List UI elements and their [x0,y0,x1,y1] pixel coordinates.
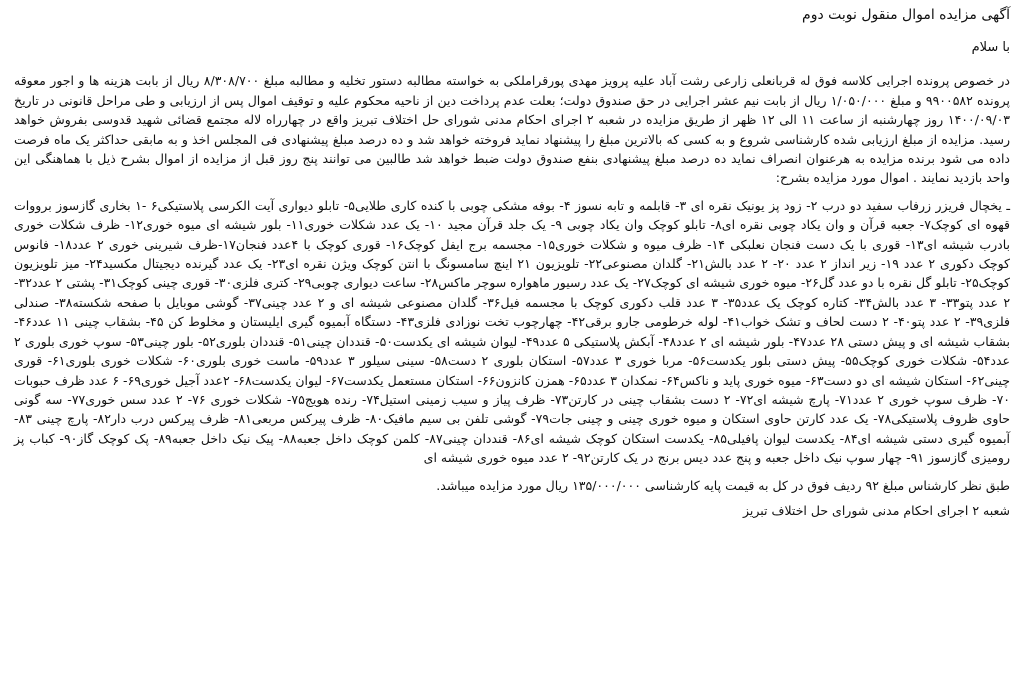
items-paragraph: ـ یخچال فریزر زرفاب سفید دو درب ۲- زود پز یونیک نقره ای ۳- قابلمه و تابه نسوز ۴- بوفه مشکی چوبی با کنده کاری طلایی۵- تابلو دیواری آیت الکرسی پلاستیکی۶ -۱ بخاری گازسوز برووات قهوه ای کوچک۷- جعبه قرآن و وان یکاد چوبی نقره ای۸- تابلو کوچک وان یکاد چوبی ۹- یک جلد قرآن مجید ۱۰- یک عدد شکلات خوری۱۱- بلور شیشه ای میوه خوری۱۲- ظرف شکلات خوری بادرب شیشه ای۱۳- قوری با یک دست فنجان نعلبکی ۱۴- ظرف میوه و شکلات خوری۱۵- مجسمه برج ایفل کوچک۱۶- قوری کوچک با ۴عدد فنجان۱۷-ظرف شیرینی خوری ۲ عدد۱۸- فانوس کوچک دکوری ۲ عدد ۱۹- زیر انداز ۲ عدد ۲۰- ۲ عدد بالش۲۱- گلدان مصنوعی۲۲- تلویزیون ۲۱ اینچ سامسونگ با انتن کوچک ویژن نقره ای۲۳- یک عدد گیرنده دیجیتال مکسید۲۴- میز تلویزیون کوچک۲۵- تابلو گل نقره با دو عدد گل۲۶- میوه خوری شیشه ای کوچک۲۷- یک عدد رسیور ماهواره سوچر ماکس۲۸- ساعت دیواری چوبی۲۹- کتری فلزی۳۰- قوری چینی کوچک۳۱- پشتی ۲ عدد۳۲- ۲ عدد پتو۳۳- ۳ عدد بالش۳۴- کتاره کوچک یک عدد۳۵- ۳ عدد قلب دکوری کوچک با مجسمه فیل۳۶- گلدان مصنوعی شیشه ای و ۲ عدد چینی۳۷- گوشی موبایل با صفحه شکسته۳۸- صندلی فلزی۳۹- ۲ عدد پتو۴۰- ۲ دست لحاف و تشک خواب۴۱- لوله خرطومی جارو برقی۴۲- چهارچوب تخت نوزادی فلزی۴۳- دستگاه آبمیوه گیری ایلیستان و مخلوط کن ۴۵- بشقاب چینی ۱۱ عدد۴۶- بشقاب شیشه ای و پیش دستی ۲۸ عدد۴۷- بلور شیشه ای ۲ عدد۴۸- آبکش پلاستیکی ۵ عدد۴۹- لیوان شیشه ای یکدست۵۰- قنددان چینی۵۱- قنددان بلوری۵۲- بلور چینی۵۳- سوپ خوری بلوری ۲ عدد۵۴- شکلات خوری کوچک۵۵- پیش دستی بلور یکدست۵۶- مربا خوری ۳ عدد۵۷- استکان بلوری ۲ دست۵۸- سینی سیلور ۳ عدد۵۹- ماست خوری بلوری۶۰- شکلات خوری بلوری۶۱- قوری چینی۶۲- استکان شیشه ای دو دست۶۳- میوه خوری پاید و ناکس۶۴- نمکدان ۳ عدد۶۵- همزن کانزون۶۶- استکان مستعمل یکدست۶۷- لیوان یکدست۶۸- ۲عدد آجیل خوری۶۹- ۶ عدد ظرف حبوبات ۷۰- ظرف سوپ خوری ۲ عدد۷۱- پارچ شیشه ای۷۲- ۲ دست بشقاب چینی در کارتن۷۳- ظرف پیاز و سیب زمینی استیل۷۴- رنده هویج۷۵- شکلات خوری ۷۶- ۲ عدد سس خوری۷۷- سه گونی حاوی ظروف پلاستیکی۷۸- یک عدد کارتن حاوی استکان و میوه خوری چینی و چینی جات۷۹- گوشی تلفن بی سیم مافیک۸۰- ظرف پیرکس مربعی۸۱- ظرف پیرکس درب دار۸۲- پارچ چینی ۸۳- آبمیوه گیری دستی شیشه ای۸۴- یکدست لیوان پافیلی۸۵- یکدست استکان کوچک شیشه ای۸۶- قنددان چینی۸۷- کلمن کوچک داخل جعبه۸۸- پیک نیک داخل جعبه۸۹- پک کوچک گاز۹۰- کباب پز رومیزی گازسوز ۹۱- چهار سوپ نیک داخل جعبه و پنج عدد دیس برنج در یک کارتن۹۲- ۲ عدد میوه خوری شیشه ای [14,197,1011,466]
signature-line: شعبه ۲ اجرای احکام مدنی شورای حل اختلاف تبریز [743,502,1010,518]
greeting: با سلام [971,40,1010,55]
intro-paragraph: در خصوص پرونده اجرایی کلاسه فوق له قربانعلی زارعی رشت آباد علیه پرویز مهدی پورقراملکی به خواسته مطالبه دستور تخلیه و مطالبه مبلغ ۸/۳۰۸/۷۰۰ ریال از بابت هزینه ها و اجور معوقه پرونده ۹۹۰۰۵۸۲ و مبلغ ۱/۰۵۰/۰۰۰ ریال از بابت نیم عشر اجرایی در حق صندوق دولت؛ بعلت عدم پرداخت دین از ناحیه محکوم علیه و توقیف اموال پس از ارزیابی و طی مراحل قانونی در تاریخ ۱۴۰۰/۰۹/۰۳ روز چهارشنبه از ساعت ۱۱ الی ۱۲ ظهر از طریق مزایده در شعبه ۲ اجرای احکام مدنی شورای حل اختلاف تبریز واقع در چهارراه لاله مجتمع قضائی شهید قدوسی بفروش خواهد رسید. مزایده از مبلغ ارزیابی شده کارشناسی شروع و به کسی که بالاترین مبلغ را پیشنهاد نماید فروخته خواهد شد و ده درصد مبلغ پیشنهادی فی المجلس اخذ و به مابقی حداکثر یک ماه فرصت داده می شود برنده مزایده به هرعنوان انصراف نماید ده درصد مبلغ پیشنهادی بنفع صندوق دولت ضبط خواهد شد طالبین می توانند پنج روز قبل از مزایده از اموال بشرح ذیل با هماهنگی این واحد بازدید نمایند . اموال مورد مزایده بشرح: [14,73,1011,186]
expert-valuation: طبق نظر کارشناس مبلغ ۹۲ ردیف فوق در کل به قیمت پایه کارشناسی ۱۳۵/۰۰۰/۰۰۰ ریال مورد مزایده میباشد. [436,477,1010,493]
notice-title: آگهی مزایده اموال منقول نوبت دوم [802,7,1010,23]
